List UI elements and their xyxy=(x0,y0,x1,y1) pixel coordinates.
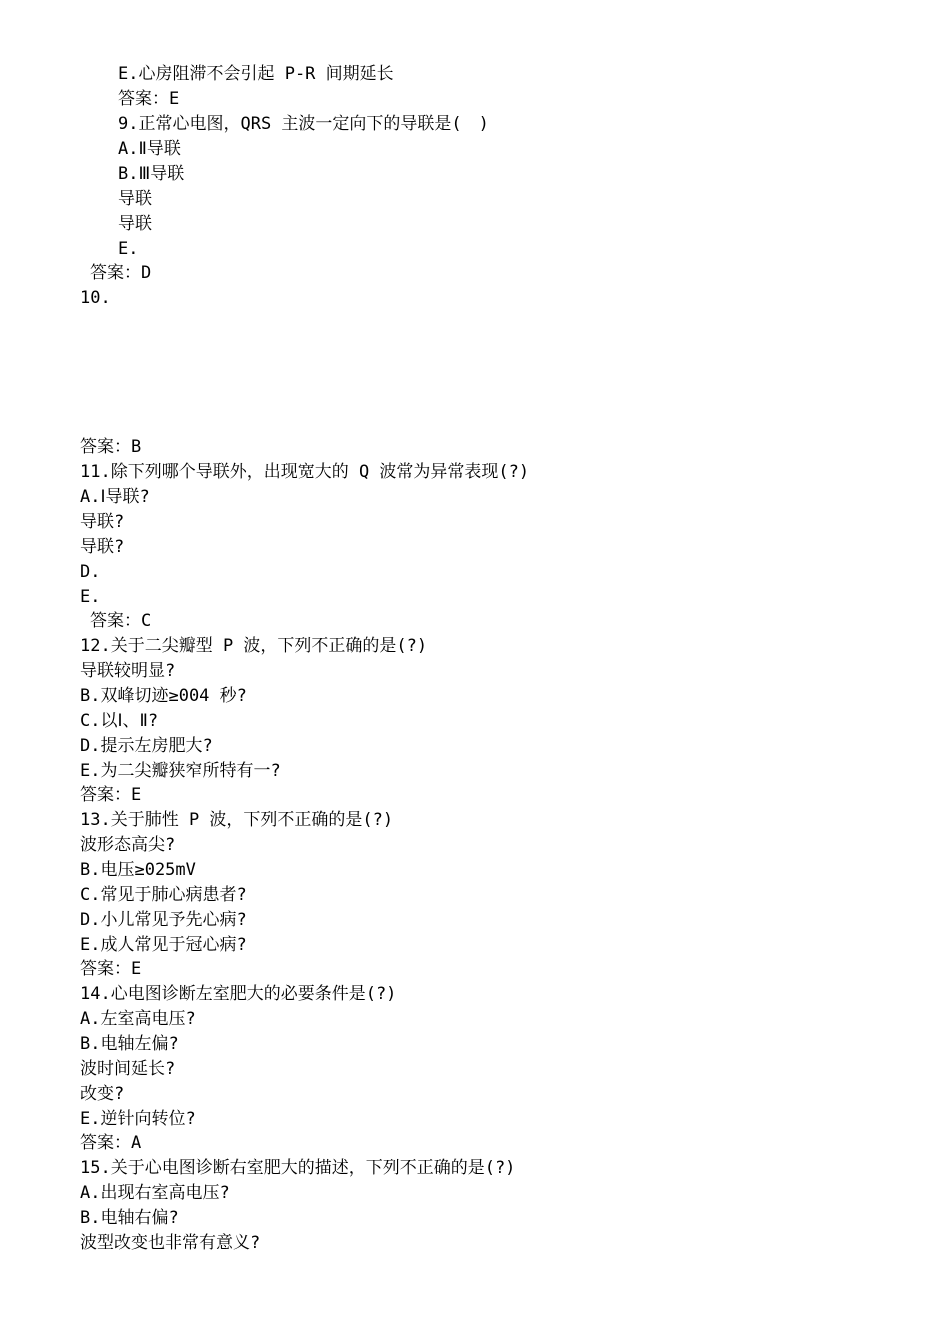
option-line: E. xyxy=(80,587,101,607)
option-line: B.电轴左偏? xyxy=(80,1034,179,1054)
text-line: 答案：E xyxy=(118,89,180,109)
option-line: 导联 xyxy=(118,214,152,234)
answer-line: 答案：C xyxy=(90,611,152,631)
option-line: E. xyxy=(118,239,139,259)
option-line: D. xyxy=(80,562,101,582)
answer-line: 答案：E xyxy=(80,959,142,979)
answer-line: 答案：B xyxy=(80,437,142,457)
question-14-title: 14.心电图诊断左室肥大的必要条件是(?) xyxy=(80,984,397,1004)
option-line: D.小儿常见予先心病? xyxy=(80,910,247,930)
question-10-title: 10. xyxy=(80,288,111,308)
option-line: B.电压≥025mV xyxy=(80,860,196,880)
option-line: 波时间延长? xyxy=(80,1059,176,1079)
option-line: E.为二尖瓣狭窄所特有一? xyxy=(80,761,281,781)
question-15-title: 15.关于心电图诊断右室肥大的描述，下列不正确的是(?) xyxy=(80,1158,516,1178)
option-line: 导联? xyxy=(80,537,125,557)
option-line: B.电轴右偏? xyxy=(80,1208,179,1228)
option-line: B.Ⅲ导联 xyxy=(118,164,185,184)
question-13-title: 13.关于肺性 P 波，下列不正确的是(?) xyxy=(80,810,394,830)
text-line: E.心房阻滞不会引起 P-R 间期延长 xyxy=(118,64,394,84)
option-line: D.提示左房肥大? xyxy=(80,736,213,756)
answer-line: 答案：A xyxy=(80,1133,142,1153)
answer-line: 答案：E xyxy=(80,785,142,805)
option-line: A.Ⅰ导联? xyxy=(80,487,150,507)
option-line: E.逆针向转位? xyxy=(80,1109,196,1129)
option-line: 导联? xyxy=(80,512,125,532)
option-line: E.成人常见于冠心病? xyxy=(80,935,247,955)
option-line: A.左室高电压? xyxy=(80,1009,196,1029)
option-line: 波型改变也非常有意义? xyxy=(80,1233,261,1253)
option-line: C.常见于肺心病患者? xyxy=(80,885,247,905)
option-line: A.出现右室高电压? xyxy=(80,1183,230,1203)
option-line: C.以Ⅰ、Ⅱ? xyxy=(80,711,159,731)
question-12-title: 12.关于二尖瓣型 P 波，下列不正确的是(?) xyxy=(80,636,428,656)
option-line: 导联较明显? xyxy=(80,661,176,681)
option-line: 改变? xyxy=(80,1084,125,1104)
question-11-title: 11.除下列哪个导联外，出现宽大的 Q 波常为异常表现(?) xyxy=(80,462,530,482)
answer-line: 答案：D xyxy=(90,263,152,283)
option-line: 波形态高尖? xyxy=(80,835,176,855)
option-line: 导联 xyxy=(118,189,152,209)
option-line: B.双峰切迹≥004 秒? xyxy=(80,686,247,706)
option-line: A.Ⅱ导联 xyxy=(118,139,181,159)
question-9-title: 9.正常心电图，QRS 主波一定向下的导联是( ) xyxy=(118,114,489,134)
